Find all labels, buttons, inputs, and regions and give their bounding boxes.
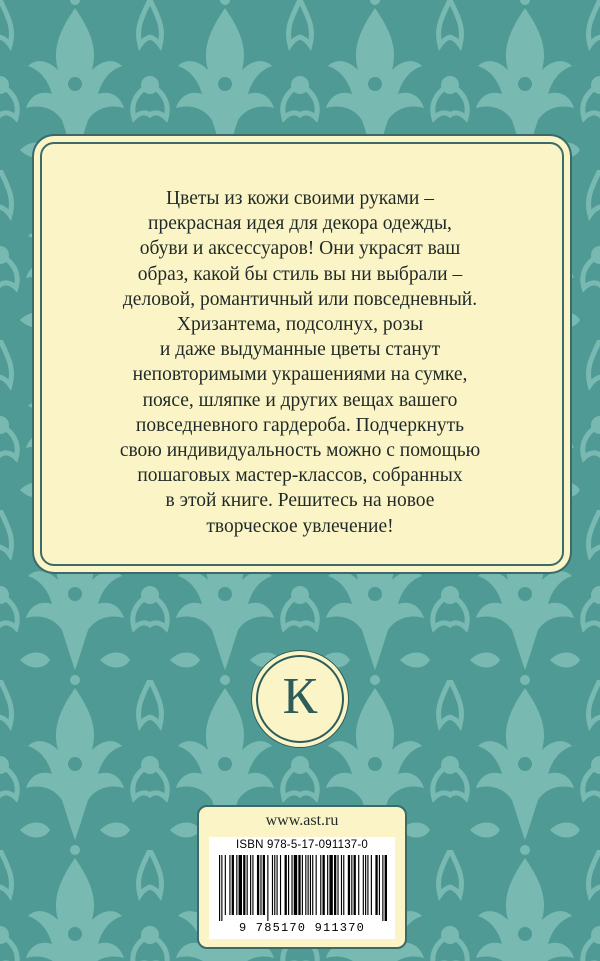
barcode-bar xyxy=(351,855,352,915)
barcode-bar xyxy=(277,855,278,915)
barcode-bar xyxy=(294,855,297,915)
description-line: обуви и аксессуаров! Они украсят ваш xyxy=(139,238,461,260)
barcode-bar xyxy=(247,855,248,915)
description-line: образ, какой бы стиль вы ни выбрали – xyxy=(137,263,463,285)
barcode-bar xyxy=(323,855,325,915)
description-line: в этой книге. Решитесь на новое xyxy=(165,490,435,512)
barcode-bar xyxy=(225,855,226,915)
isbn-number: ISBN 978-5-17-091137-0 xyxy=(235,839,369,851)
description-line: поясе, шляпке и других вещах вашего xyxy=(142,389,458,411)
barcode-bar xyxy=(354,855,356,915)
barcode-bar xyxy=(334,855,336,915)
description-line: деловой, романтичный или повседневный. xyxy=(122,288,478,310)
description-line: Цветы из кожи своими руками – xyxy=(166,188,434,209)
barcode-bar xyxy=(263,855,265,915)
barcode-bar xyxy=(298,855,300,915)
barcode-bar xyxy=(358,855,359,915)
barcode-bar xyxy=(320,855,321,915)
barcode-bar xyxy=(379,855,380,915)
barcode-bar xyxy=(337,855,338,915)
description-line: и даже выдуманные цветы станут xyxy=(159,339,441,361)
barcode-bar xyxy=(221,855,222,921)
barcode-bar xyxy=(252,855,253,915)
barcode-bar xyxy=(232,855,234,915)
barcode-bar xyxy=(236,855,237,915)
barcode-bar xyxy=(243,855,245,915)
barcode-bar xyxy=(385,855,387,921)
description-line: неповторимыми украшениями на сумке, xyxy=(132,364,468,386)
barcode-bar xyxy=(367,855,368,915)
description-line: пошаговых мастер-классов, собранных xyxy=(137,465,463,487)
barcode-bar xyxy=(341,855,342,915)
barcode-bar xyxy=(280,855,281,915)
barcode-bar xyxy=(274,855,275,915)
barcode-bar xyxy=(267,855,268,921)
barcode-bar xyxy=(310,855,311,915)
barcode-bar xyxy=(272,855,273,915)
publisher-logo-letter: К xyxy=(282,668,318,725)
barcode-bar xyxy=(250,855,251,915)
barcode-bar xyxy=(288,855,289,915)
barcode-bar xyxy=(312,855,313,915)
barcode-bar xyxy=(382,855,383,921)
barcode-bar xyxy=(257,855,259,915)
barcode-bar xyxy=(308,855,309,915)
barcode-bar xyxy=(239,855,242,915)
description-line: свою индивидуальность можно с помощью xyxy=(119,440,481,462)
book-description xyxy=(50,186,550,539)
description-line: Хризантема, подсолнух, розы xyxy=(176,314,424,336)
barcode xyxy=(217,855,387,921)
barcode-bar xyxy=(371,855,372,915)
barcode-bar xyxy=(363,855,364,915)
description-line: повседневного гардероба. Подчеркнуть xyxy=(135,414,465,436)
barcode-area xyxy=(209,837,395,939)
barcode-bar xyxy=(348,855,350,915)
barcode-bar xyxy=(219,855,220,921)
barcode-bar xyxy=(375,855,377,915)
barcode-bar xyxy=(229,855,230,915)
barcode-bar xyxy=(285,855,287,915)
barcode-bar xyxy=(343,855,344,915)
barcode-bar xyxy=(329,855,332,915)
publisher-website: www.ast.ru xyxy=(265,812,339,829)
barcode-bar xyxy=(302,855,303,915)
description-line: творческое увлечение! xyxy=(206,515,394,537)
barcode-bar xyxy=(260,855,261,915)
ean-digits: 9 785170 911370 xyxy=(238,921,366,935)
publisher-logo xyxy=(256,655,344,743)
description-line: прекрасная идея для декора одежды, xyxy=(148,213,452,235)
barcode-bar xyxy=(316,855,317,915)
barcode-bar xyxy=(291,855,292,915)
isbn-block xyxy=(197,805,407,949)
barcode-bar xyxy=(365,855,366,915)
barcode-bar xyxy=(327,855,328,915)
barcode-bar xyxy=(305,855,306,915)
